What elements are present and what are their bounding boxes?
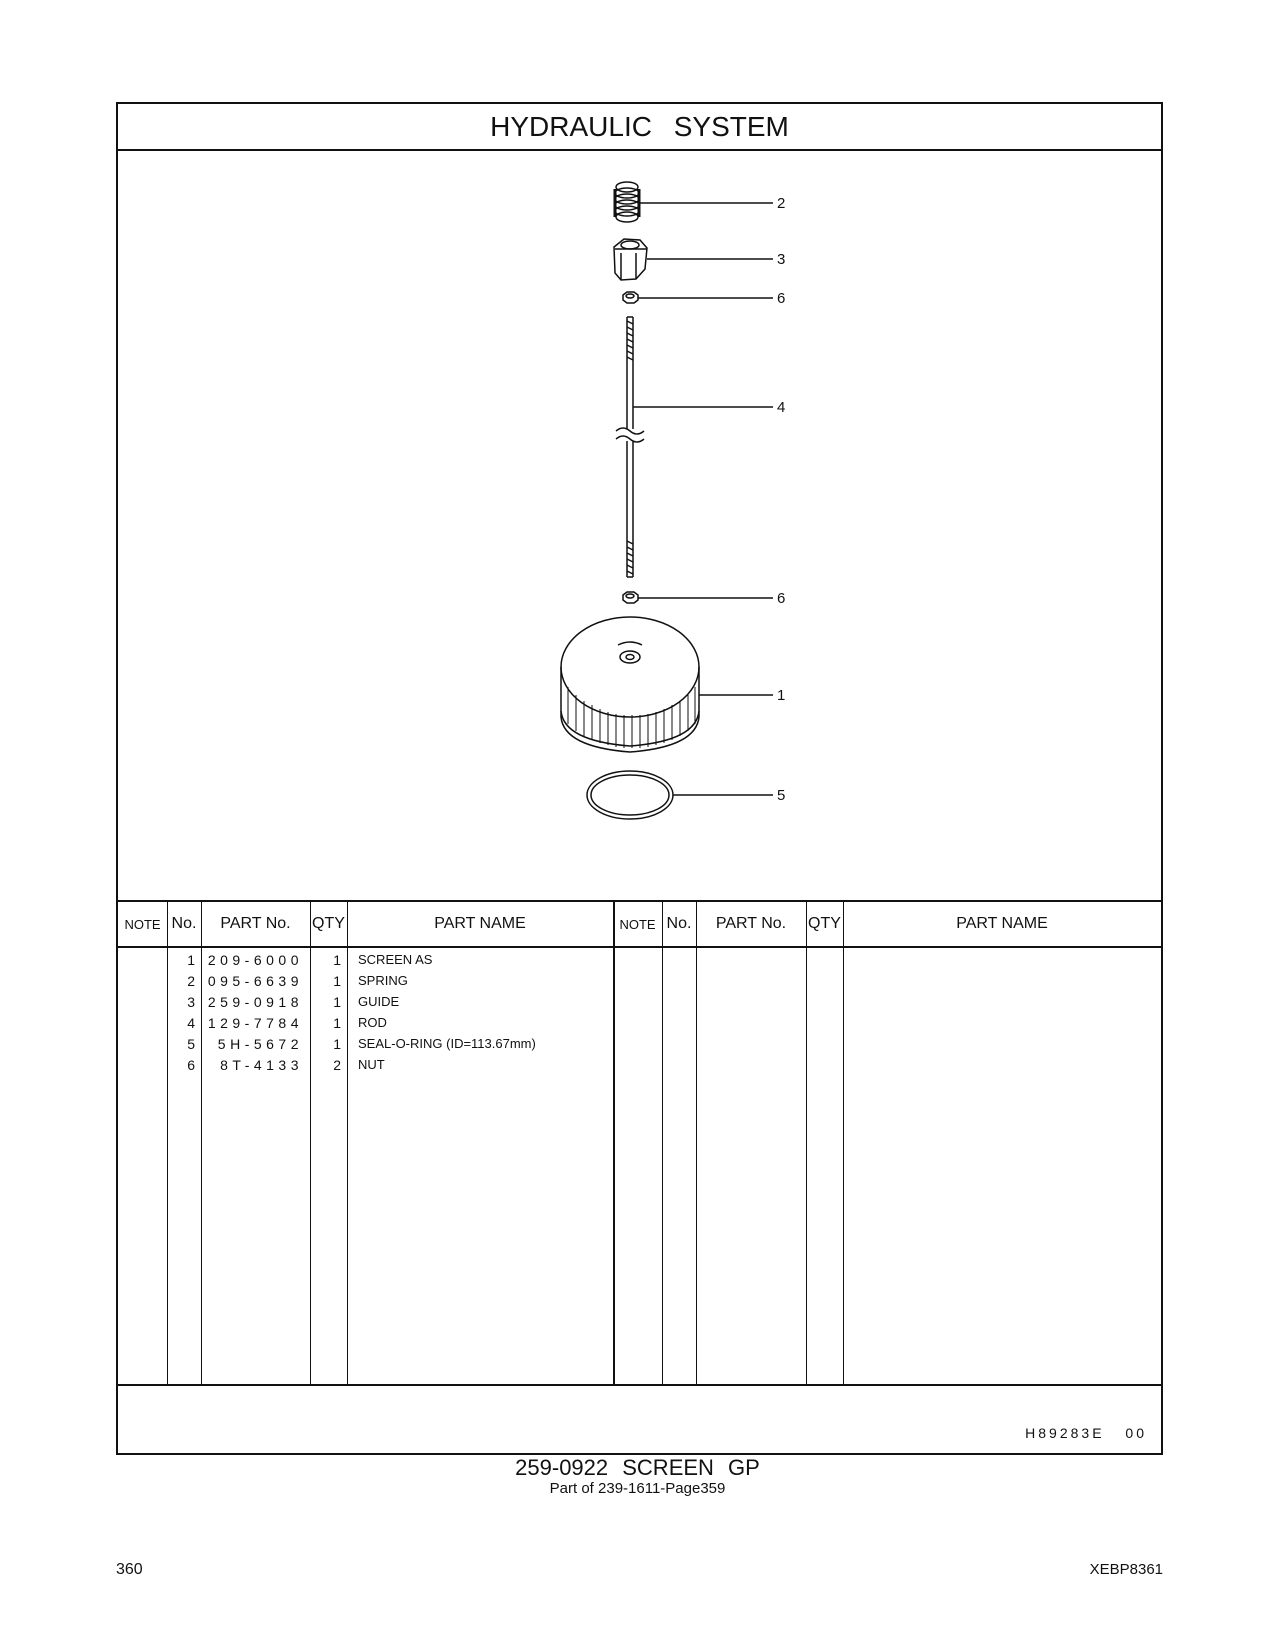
row-qty: 1 <box>333 994 341 1010</box>
row-part-no: 8T-4133 <box>220 1057 303 1073</box>
table-header-divider <box>118 946 1161 948</box>
header-part-name-left: PART NAME <box>434 915 526 932</box>
row-no: 2 <box>187 973 195 989</box>
row-part-no: 095-6639 <box>207 973 303 989</box>
callout-1: 1 <box>777 687 786 704</box>
row-no: 6 <box>187 1057 195 1073</box>
row-part-name: NUT <box>358 1057 385 1072</box>
column-divider <box>696 902 697 1384</box>
callout-5: 5 <box>777 787 786 804</box>
seal-o-ring-drawing <box>587 771 673 819</box>
header-part-no-left: PART No. <box>220 915 291 932</box>
parts-page-frame <box>116 102 1163 1455</box>
row-part-name: GUIDE <box>358 994 400 1009</box>
group-title: 259-0922 SCREEN GP <box>515 1455 760 1480</box>
column-divider-center <box>613 902 615 1384</box>
page-title: HYDRAULIC SYSTEM <box>490 110 789 142</box>
header-no-right: No. <box>666 915 692 932</box>
exploded-view-illustration <box>118 149 1161 900</box>
row-no: 1 <box>187 952 195 968</box>
row-no: 4 <box>187 1015 195 1031</box>
callout-6-upper: 6 <box>777 290 786 307</box>
header-note-right: NOTE <box>619 916 656 932</box>
row-part-no: 259-0918 <box>207 994 303 1010</box>
row-part-no: 5H-5672 <box>217 1036 303 1052</box>
row-qty: 2 <box>333 1057 341 1073</box>
row-part-name: SEAL-O-RING (ID=113.67mm) <box>358 1036 536 1051</box>
header-part-name-right: PART NAME <box>956 915 1048 932</box>
page-number: 360 <box>116 1561 143 1578</box>
row-part-no: 209-6000 <box>207 952 303 968</box>
header-qty-right: QTY <box>808 915 841 932</box>
screen-drawing <box>561 617 699 752</box>
rod-drawing <box>616 317 644 577</box>
group-subtitle: Part of 239-1611-Page359 <box>549 1480 726 1497</box>
row-part-no: 129-7784 <box>207 1015 303 1031</box>
header-note-left: NOTE <box>124 916 161 932</box>
spring-drawing <box>615 182 639 222</box>
title-bar <box>118 104 1161 151</box>
row-part-name: SCREEN AS <box>358 952 433 967</box>
row-qty: 1 <box>333 952 341 968</box>
nut-upper-drawing <box>623 292 638 303</box>
row-qty: 1 <box>333 1015 341 1031</box>
callout-2: 2 <box>777 195 786 212</box>
column-divider <box>806 902 807 1384</box>
row-part-name: ROD <box>358 1015 387 1030</box>
header-part-no-right: PART No. <box>715 915 787 932</box>
row-no: 5 <box>187 1036 195 1052</box>
parts-table <box>118 900 1161 1386</box>
callout-3: 3 <box>777 251 786 268</box>
row-part-name: SPRING <box>358 973 408 988</box>
document-code: XEBP8361 <box>1089 1561 1163 1578</box>
row-qty: 1 <box>333 973 341 989</box>
column-divider <box>347 902 348 1384</box>
callout-4: 4 <box>777 399 786 416</box>
nut-lower-drawing <box>623 592 638 603</box>
header-qty-left: QTY <box>312 915 345 932</box>
row-no: 3 <box>187 994 195 1010</box>
illustration-code: H89283E 00 <box>1025 1425 1147 1441</box>
column-divider <box>662 902 663 1384</box>
column-divider <box>843 902 844 1384</box>
callout-6-lower: 6 <box>777 590 786 607</box>
guide-drawing <box>614 239 647 280</box>
row-qty: 1 <box>333 1036 341 1052</box>
header-no-left: No. <box>171 915 197 932</box>
